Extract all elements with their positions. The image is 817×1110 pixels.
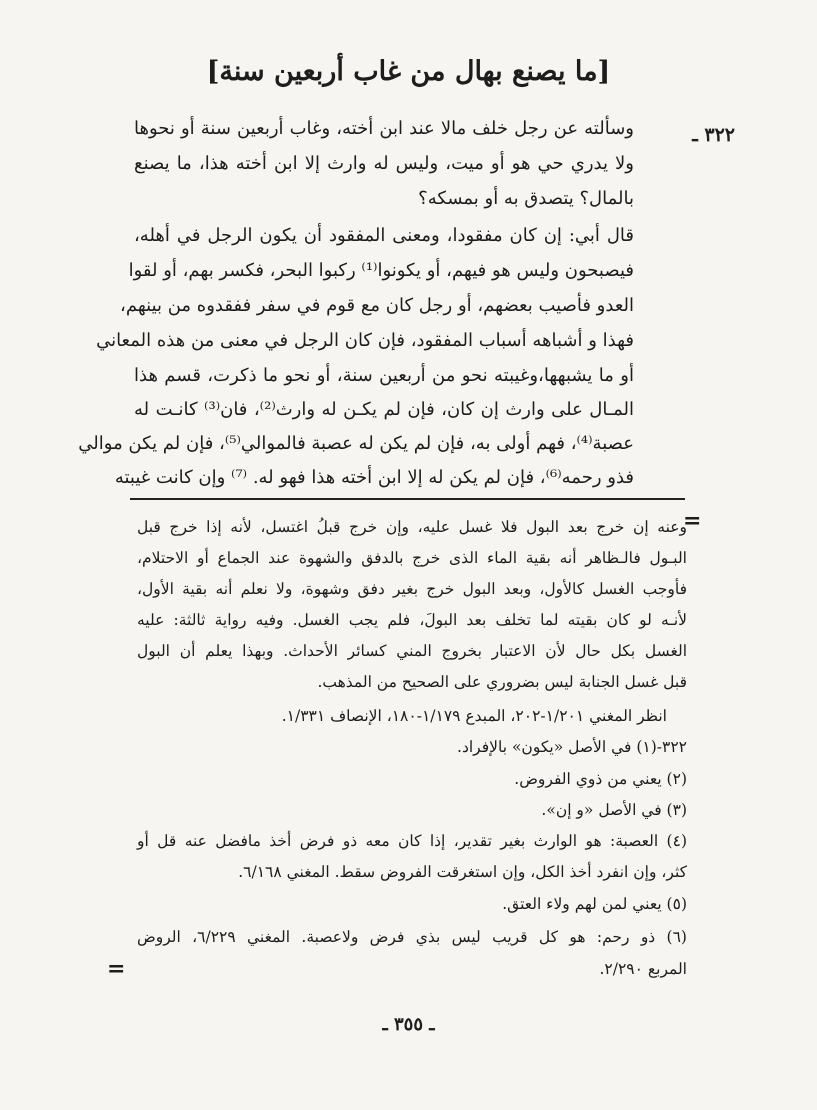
footnote-line: الغسل بكل حال لأن الاعتبار بخروج المني كسائر الأحداث. وبهذا يعلم أن البول: [137, 642, 687, 660]
footnote-line: (٥) يعني لمن لهم ولاء العتق.: [502, 895, 687, 913]
footnote-line: فأوجب الغسل كالأول، وبعد البول خرج بغير دفق وشهوة، ولا نعلم أنه بقية الأول،: [137, 580, 687, 598]
body-line: بالمال؟ يتصدق به أو بمسكه؟: [418, 188, 634, 209]
footnote-line: كثر، وإن انفرد أخذ الكل، وإن استغرقت الفروض سقط. المغني ٦/١٦٨.: [238, 863, 687, 881]
footnote-line: (٣) في الأصل «و إن».: [541, 801, 687, 819]
footnote-divider: [130, 498, 685, 500]
body-line: ولا يدري حي هو أو ميت، وليس له وارث إلا ابن أخته هذا، ما يصنع: [134, 153, 634, 174]
footnote-continuation-marker: =: [683, 508, 702, 534]
page-number: ـ ٣٥٥ ـ: [382, 1014, 435, 1035]
footnote-line: المربع ٢/٢٩٠.: [599, 960, 687, 978]
body-line: قال أبي: إن كان مفقودا، ومعنى المفقود أن يكون الرجل في أهله،: [134, 225, 634, 246]
body-line: العدو فأصيب بعضهم، أو رجل كان مع قوم في سفر ففقدوه من بينهم،: [120, 295, 634, 316]
footnote-line: البـول فالـظاهر أنه بقية الماء الذى خرج بالدفق والشهوة عند الجماع أو الاحتلام،: [137, 549, 687, 567]
page-title: [ما يصنع بهال من غاب أربعين سنة]: [206, 56, 611, 87]
body-line: فذو رحمه⁽⁶⁾، فإن لم يكن له إلا ابن أخته هذا فهو له. ⁽⁷⁾ وإن كانت غيبته: [114, 467, 634, 488]
footnote-line: لأنـه لو كان بقيته لما تخلف بعد البولَ، فلم يجب الغسل. وفيه رواية ثالثة: عليه: [137, 611, 687, 629]
body-line: أو ما يشبهها،وغيبته نحو من أربعين سنة، أو نحو ما ذكرت، قسم هذا: [134, 365, 634, 386]
footnote-line: (٤) العصبة: هو الوارث بغير تقدير، إذا كان معه ذو فرض أخذ مافضل عنه قل أو: [137, 832, 687, 850]
body-line: وسألته عن رجل خلف مالا عند ابن أخته، وغاب أربعين سنة أو نحوها: [134, 118, 634, 139]
footnote-line: (٢) يعني من ذوي الفروض.: [514, 770, 687, 788]
footnote-continuation-marker: =: [107, 956, 126, 982]
footnote-line: قبل غسل الجنابة ليس بضروري على الصحيح من المذهب.: [317, 673, 687, 691]
body-line: المـال على وارث إن كان، فإن لم يكـن له وارث⁽²⁾، فان⁽³⁾ كانـت له: [134, 399, 634, 420]
body-line: فيصبحون وليس هو فيهم، أو يكونوا⁽¹⁾ ركبوا البحر، فكسر بهم، أو لقوا: [128, 260, 634, 281]
body-line: فهذا و أشباهه أسباب المفقود، فإن كان الرجل في معنى من هذه المعاني: [96, 330, 634, 351]
body-line: عصبة⁽⁴⁾، فهم أولى به، فإن لم يكن له عصبة فالموالي⁽⁵⁾، فإن لم يكن موالي: [78, 433, 634, 454]
footnote-line: (٦) ذو رحم: هو كل قريب ليس بذي فرض ولاعصبة. المغني ٦/٢٢٩، الروض: [137, 928, 687, 946]
footnote-line: وعنه إن خرج بعد البول فلا غسل عليه، وإن خرج قبلُ اغتسل، لأنه إذا خرج قبل: [137, 518, 687, 536]
entry-number: ٣٢٢ ـ: [692, 124, 735, 146]
footnote-line: ٣٢٢-(١) في الأصل «يكون» بالإفراد.: [457, 738, 687, 756]
footnote-line: انظر المغني ١/٢٠١-٢٠٢، المبدع ١/١٧٩-١٨٠، الإنصاف ١/٣٣١.: [281, 707, 667, 725]
